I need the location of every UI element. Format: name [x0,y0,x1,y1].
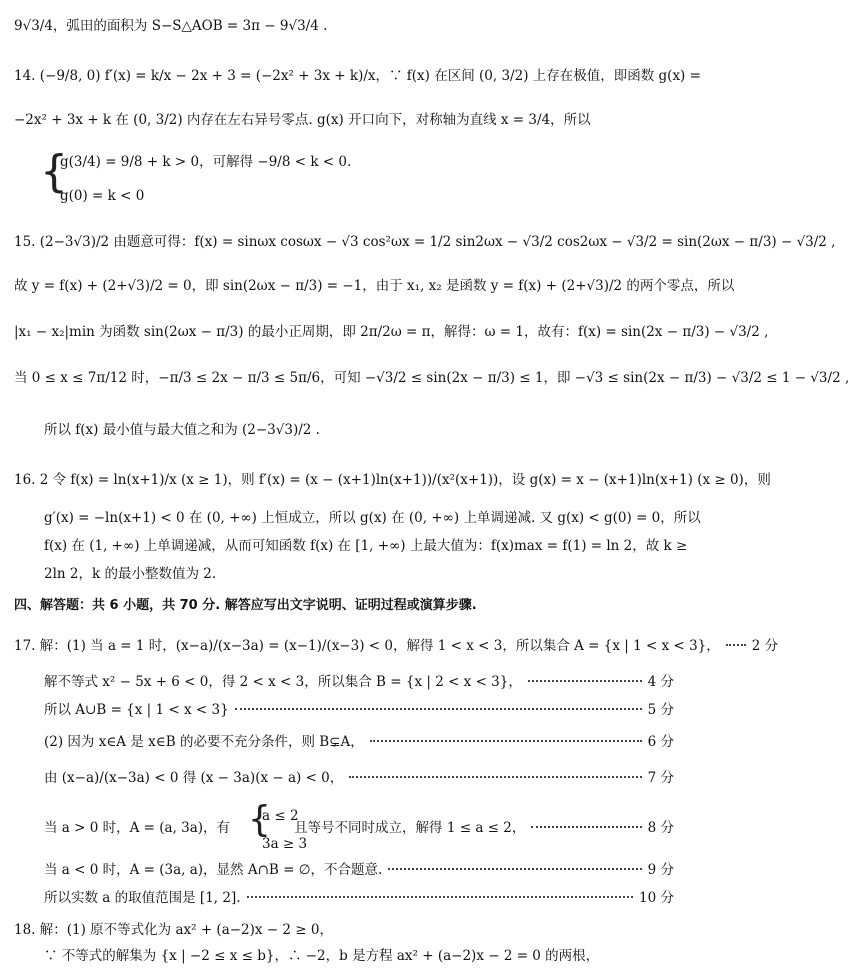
score-row [14,636,779,656]
dot-leader [349,776,641,778]
problem-16-line-3: f(x) 在 (1, +∞) 上单调递减，从而可知函数 f(x) 在 [1, +∞) 上最大值为：f(x)max = f(1) = ln 2，故 k ≥ [44,538,688,554]
score-row [44,768,674,788]
score-value: 2 分 [751,638,779,654]
case-condition-1: a ≤ 2 [262,808,299,824]
score-value: 10 分 [639,890,674,906]
system-line-2: g(0) = k < 0 [60,188,145,204]
problem-16-line-4: 2ln 2，k 的最小整数值为 2. [44,566,217,582]
problem-14-line-2: −2x² + 3x + k 在 (0, 3/2) 内存在左右异号零点. g(x) 开口向下，对称轴为直线 x = 3/4，所以 [14,112,591,128]
score-row-text: 所以实数 a 的取值范围是 [1, 2]. [44,890,241,906]
score-row-text: 17. 解：(1) 当 a = 1 时，(x−a)/(x−3a) = (x−1)/(x−3) < 0，解得 1 < x < 3，所以集合 A = {x | 1 < x < 3}， [14,638,720,654]
system-brace: { [40,146,68,197]
score-value: 6 分 [647,734,674,750]
score-value: 8 分 [647,820,674,836]
score-row [44,672,674,692]
score-value: 4 分 [647,674,674,690]
score-row-text: (2) 因为 x∈A 是 x∈B 的必要不充分条件，则 B⊊A， [44,734,364,750]
case-rest: 且等号不同时成立，解得 1 ≤ a ≤ 2， [294,820,526,836]
score-row [44,888,674,908]
problem-18-line-2: ∵ 不等式的解集为 {x | −2 ≤ x ≤ b}，∴ −2，b 是方程 ax² + (a−2)x − 2 = 0 的两根， [44,948,600,964]
score-row-text: 解不等式 x² − 5x + 6 < 0，得 2 < x < 3，所以集合 B = {x | 2 < x < 3}， [44,674,522,690]
problem-16-line-2: g′(x) = −ln(x+1) < 0 在 (0, +∞) 上恒成立，所以 g(x) 在 (0, +∞) 上单调递减. 又 g(x) < g(0) = 0，所以 [44,510,701,526]
case-brace: { [248,799,271,840]
problem-15-line-4: 当 0 ≤ x ≤ 7π/12 时，−π/3 ≤ 2x − π/3 ≤ 5π/6，可知 −√3/2 ≤ sin(2x − π/3) ≤ 1，即 −√3 ≤ sin(2x − π/3) − √3/2 ≤ 1 − √3/2 , [14,370,849,386]
dot-leader [531,826,641,828]
score-value: 7 分 [647,770,674,786]
score-value: 9 分 [647,862,674,878]
score-row [44,700,674,720]
score-row [44,732,674,752]
text-line: 9√3/4，弧田的面积为 S−S△AOB = 3π − 9√3/4 . [14,18,328,34]
problem-15-line-1: 15. (2−3√3)/2 由题意可得：f(x) = sinωx cosωx − √3 cos²ωx = 1/2 sin2ωx − √3/2 cos2ωx − √3/2 = sin(2ωx − π/3) − √3/2 , [14,234,836,250]
problem-15-line-2: 故 y = f(x) + (2+√3)/2 = 0，即 sin(2ωx − π/3) = −1，由于 x₁, x₂ 是函数 y = f(x) + (2+√3)/2 的两个零点，所以 [14,278,735,294]
system-conclusion: ，可解得 −9/8 < k < 0. [199,154,352,170]
dot-leader [726,644,746,646]
score-row-text: 由 (x−a)/(x−3a) < 0 得 (x − 3a)(x − a) < 0， [44,770,344,786]
dot-leader [388,868,641,870]
dot-leader [235,708,642,710]
problem-14-line-1: 14. (−9/8, 0) f′(x) = k/x − 2x + 3 = (−2x² + 3x + k)/x，∵ f(x) 在区间 (0, 3/2) 上存在极值，即函数 g(x) = [14,68,701,84]
dot-leader [528,680,642,682]
problem-15-line-5: 所以 f(x) 最小值与最大值之和为 (2−3√3)/2 . [44,422,320,438]
dot-leader [247,896,634,898]
score-row-text: 所以 A∪B = {x | 1 < x < 3} [44,702,229,718]
dot-leader [370,740,642,742]
system-line-1 [60,152,674,172]
system-eq-1: g(3/4) = 9/8 + k > 0 [60,154,200,170]
score-value: 5 分 [647,702,674,718]
problem-18-line-1: 18. 解：(1) 原不等式化为 ax² + (a−2)x − 2 ≥ 0， [14,922,333,938]
problem-16-line-1: 16. 2 令 f(x) = ln(x+1)/x (x ≥ 1)，则 f′(x) = (x − (x+1)ln(x+1))/(x²(x+1))，设 g(x) = x − (x+1)ln(x+1) (x ≥ 0)，则 [14,472,771,488]
case-condition-2: 3a ≥ 3 [262,836,308,852]
case-prefix: 当 a > 0 时，A = (a, 3a)，有 [44,820,231,836]
score-row [44,860,674,880]
section-heading: 四、解答题：共 6 小题，共 70 分. 解答应写出文字说明、证明过程或演算步骤. [14,598,477,613]
score-row-text: 当 a < 0 时，A = (3a, a)，显然 A∩B = ∅，不合题意. [44,862,383,878]
problem-15-line-3: |x₁ − x₂|min 为函数 sin(2ωx − π/3) 的最小正周期，即 2π/2ω = π，解得：ω = 1，故有：f(x) = sin(2x − π/3) − √3/2 , [14,324,769,340]
